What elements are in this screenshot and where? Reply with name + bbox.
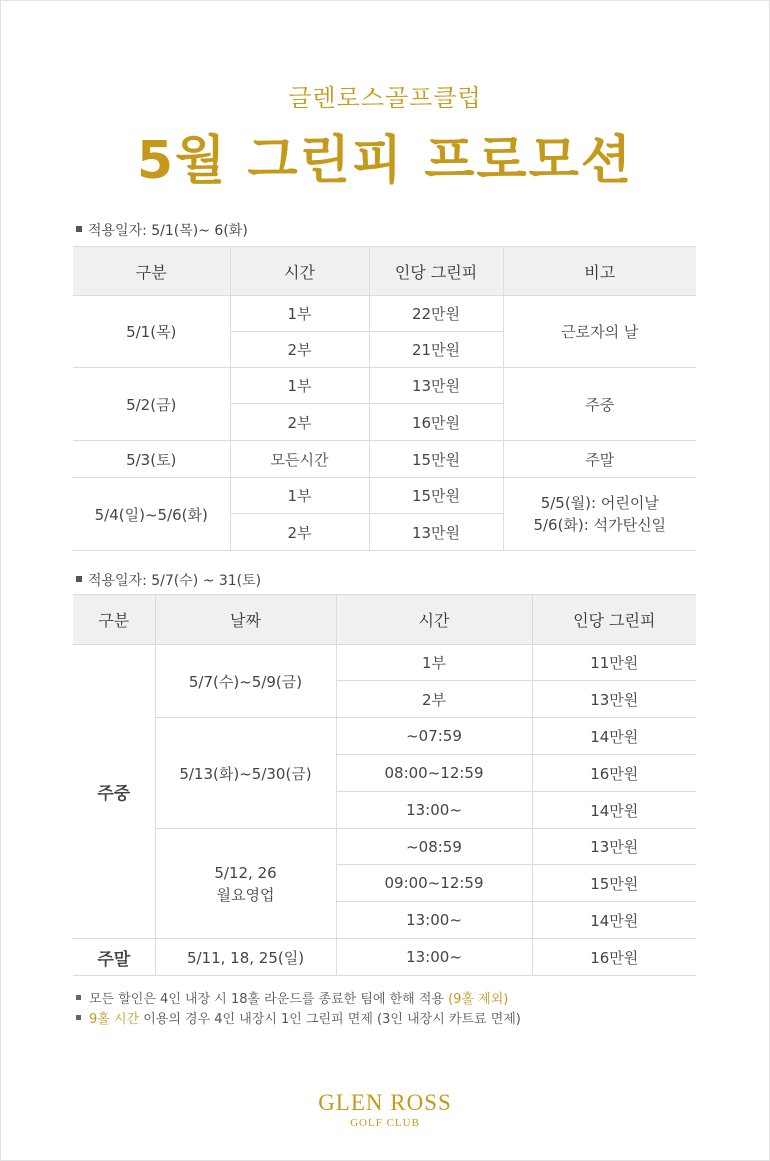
fee-cell: 13만원	[369, 368, 503, 404]
note-text: 이용의 경우 4인 내장시 1인 그린피 면제 (3인 내장시 카트료 면제)	[139, 1012, 521, 1027]
date-line: 월요영업	[216, 885, 275, 904]
col-header-note: 비고	[503, 247, 696, 296]
fee-cell: 14만원	[532, 718, 696, 755]
fee-cell: 13만원	[369, 514, 503, 551]
time-cell: 2부	[230, 404, 369, 441]
time-cell: 1부	[230, 296, 369, 332]
time-cell: 모든시간	[230, 441, 369, 478]
time-cell: 13:00~	[336, 939, 532, 976]
bullet-square-icon	[76, 995, 81, 1000]
time-cell: 09:00~12:59	[336, 865, 532, 902]
fee-cell: 14만원	[532, 792, 696, 829]
time-cell: 13:00~	[336, 792, 532, 829]
note-line-2	[76, 1010, 521, 1030]
col-header-category: 구분	[73, 595, 155, 645]
bullet-square-icon	[76, 1015, 81, 1020]
date-cell: 5/7(수)~5/9(금)	[155, 645, 336, 718]
fee-cell: 21만원	[369, 332, 503, 368]
time-cell: ~08:59	[336, 829, 532, 865]
col-header-date: 날짜	[155, 595, 336, 645]
date-cell: 5/1(목)	[73, 296, 230, 368]
promo-table-late-may	[73, 594, 696, 976]
table-row	[73, 368, 696, 404]
note-text: 모든 할인은 4인 내장 시 18홀 라운드를 종료한 팀에 한해 적용	[89, 992, 449, 1007]
fee-cell: 16만원	[369, 404, 503, 441]
club-name: 글렌로스골프클럽	[288, 84, 482, 112]
section1-period	[76, 220, 248, 240]
fee-cell: 15만원	[369, 441, 503, 478]
table-header-row	[73, 247, 696, 296]
note-cell	[503, 478, 696, 551]
table-row	[73, 478, 696, 514]
col-header-category: 구분	[73, 247, 230, 296]
weekend-label: 주말	[73, 939, 155, 976]
note-line: 5/5(월): 어린이날	[540, 494, 659, 512]
col-header-fee: 인당 그린피	[369, 247, 503, 296]
fee-cell: 16만원	[532, 939, 696, 976]
time-cell: 1부	[336, 645, 532, 681]
time-cell: ~07:59	[336, 718, 532, 755]
section1-period-text: 적용일자: 5/1(목)~ 6(화)	[88, 223, 248, 239]
logo-sub: GOLF CLUB	[350, 1117, 420, 1129]
time-cell: 2부	[336, 681, 532, 718]
bullet-square-icon	[76, 576, 82, 582]
date-cell: 5/11, 18, 25(일)	[155, 939, 336, 976]
time-cell: 1부	[230, 478, 369, 514]
fee-cell: 15만원	[369, 478, 503, 514]
section2-period	[76, 570, 261, 590]
club-logo	[0, 1090, 770, 1129]
table-row	[73, 441, 696, 478]
date-cell: 5/4(일)~5/6(화)	[73, 478, 230, 551]
col-header-time: 시간	[230, 247, 369, 296]
page-title: 5월 그린피 프로모션	[136, 131, 634, 191]
date-cell: 5/3(토)	[73, 441, 230, 478]
notes	[76, 990, 521, 1030]
date-line: 5/12, 26	[214, 863, 277, 882]
weekday-label: 주중	[73, 645, 155, 939]
table-row	[73, 829, 696, 865]
fee-cell: 13만원	[532, 681, 696, 718]
section2-period-text: 적용일자: 5/7(수) ~ 31(토)	[88, 573, 262, 589]
note-highlight: 9홀 시간	[89, 1012, 140, 1027]
time-cell: 1부	[230, 368, 369, 404]
date-cell: 5/13(화)~5/30(금)	[155, 718, 336, 829]
time-cell: 2부	[230, 514, 369, 551]
note-cell: 주말	[503, 441, 696, 478]
table-row	[73, 645, 696, 681]
logo-name: GLEN ROSS	[318, 1090, 452, 1115]
note-highlight: (9홀 제외)	[448, 992, 509, 1007]
table-row	[73, 718, 696, 755]
note-line: 5/6(화): 석가탄신일	[533, 516, 667, 534]
promo-table-early-may	[73, 246, 696, 551]
table-header-row	[73, 595, 696, 645]
col-header-time: 시간	[336, 595, 532, 645]
table-row	[73, 296, 696, 332]
fee-cell: 15만원	[532, 865, 696, 902]
fee-cell: 11만원	[532, 645, 696, 681]
note-line-1	[76, 990, 521, 1010]
table-row	[73, 939, 696, 976]
fee-cell: 16만원	[532, 755, 696, 792]
date-cell: 5/2(금)	[73, 368, 230, 441]
fee-cell: 14만원	[532, 902, 696, 939]
time-cell: 2부	[230, 332, 369, 368]
time-cell: 13:00~	[336, 902, 532, 939]
date-cell	[155, 829, 336, 939]
fee-cell: 22만원	[369, 296, 503, 332]
fee-cell: 13만원	[532, 829, 696, 865]
time-cell: 08:00~12:59	[336, 755, 532, 792]
col-header-fee: 인당 그린피	[532, 595, 696, 645]
note-cell: 근로자의 날	[503, 296, 696, 368]
note-cell: 주중	[503, 368, 696, 441]
bullet-square-icon	[76, 226, 82, 232]
